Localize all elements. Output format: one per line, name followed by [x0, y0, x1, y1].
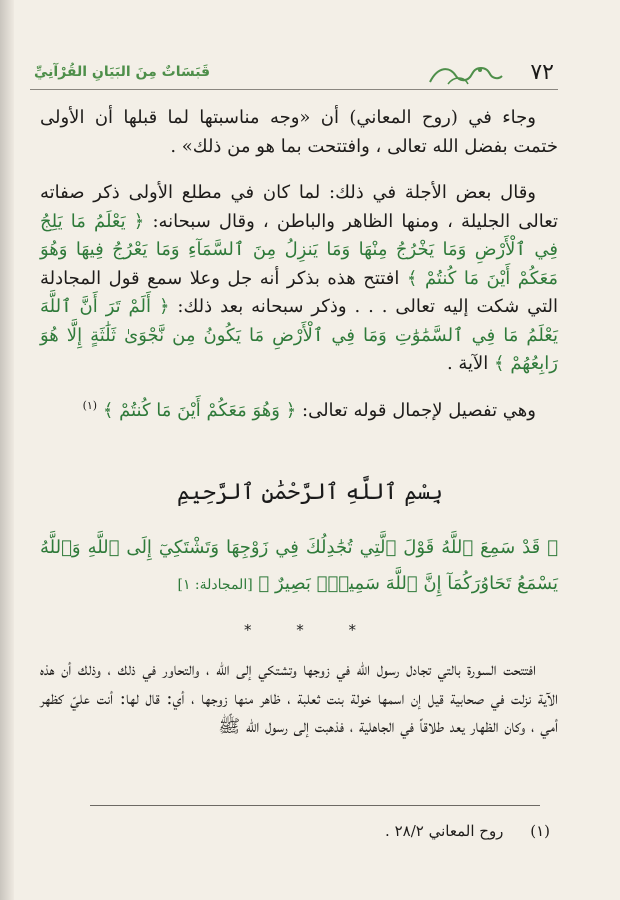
- quran-bracket-close: ﴾: [258, 573, 270, 594]
- paragraph-3-text: وهي تفصيل لإجمال قوله تعالى:: [302, 399, 536, 421]
- ornament-icon: [428, 62, 504, 88]
- page-number: ٧٢: [530, 60, 554, 85]
- closing-paragraph: [40, 656, 558, 742]
- quran-bracket-open: ﴿: [547, 537, 558, 558]
- page-header: [0, 52, 620, 92]
- paragraph-2-text-b: افتتح هذه بذكر أنه جل وعلا سمع قول المجادلة التي شكت إليه تعالى . . . وذكر سبحانه بعد ذلك:: [40, 267, 558, 317]
- footnote-number: (١): [530, 822, 550, 840]
- quran-bracket-open: ﴿: [158, 296, 170, 317]
- basmala: بِسْمِ ٱللَّهِ ٱلرَّحْمَٰنِ ٱلرَّحِيمِ: [177, 480, 443, 505]
- verse-reference: [المجادلة: ١]: [177, 577, 253, 593]
- section-separator: * * *: [243, 621, 377, 639]
- verse-text: قَدْ سَمِعَ ٱللَّهُ قَوْلَ ٱلَّتِي تُجَٰدِلُكَ فِي زَوْجِهَا وَتَشْتَكِيٓ إِلَى ٱللَّهِ وَٱللَّهُ يَسْمَعُ تَحَاوُرَكُمَآ إِنَّ ٱللَّهَ سَمِيعٌۢ بَصِيرٌ: [40, 537, 558, 594]
- quran-bracket-close: ﴾: [494, 353, 505, 374]
- paragraph-1: [40, 104, 558, 161]
- quran-bracket-close: ﴾: [102, 399, 114, 421]
- header-rule: [30, 89, 558, 90]
- paragraph-1-text: وجاء في (روح المعاني) أن «وجه مناسبتها لما قبلها أن الأولى ختمت بفضل الله تعالى ، وافتتحت بما هو من ذلك» .: [40, 107, 558, 157]
- page-edge: [0, 0, 14, 900]
- quran-bracket-open: ﴿: [285, 399, 297, 421]
- quran-bracket-open: ﴿: [133, 210, 145, 232]
- paragraph-3: [40, 397, 558, 426]
- running-title: قَبَسَاتٌ مِنَ البَيَانِ القُرْآنِيِّ: [34, 64, 211, 80]
- footnote-rule: [90, 805, 540, 806]
- verse-block: [40, 530, 558, 603]
- quran-quote-2: أَلَمْ تَرَ أَنَّ ٱللَّهَ يَعْلَمُ مَا فِي ٱلسَّمَٰوَٰتِ وَمَا فِي ٱلْأَرْضِ مَا يَكُونُ مِن نَّجْوَىٰ ثَلَٰثَةٍ إِلَّا هُوَ رَابِعُهُمْ: [40, 296, 558, 374]
- paragraph-2-text-a: وقال بعض الأجلة في ذلك: لما كان في مطلع الأولى ذكر صفاته تعالى الجليلة ، ومنها الظاهر والباطن ، وقال سبحانه:: [40, 182, 558, 232]
- footnote-text: روح المعاني ٢٨/٢ .: [385, 822, 504, 840]
- quran-quote-1: يَعْلَمُ مَا يَلِجُ فِي ٱلْأَرْضِ وَمَا يَخْرُجُ مِنْهَا وَمَا يَنزِلُ مِنَ ٱلسَّمَآءِ وَمَا يَعْرُجُ فِيهَا وَهُوَ مَعَكُمْ أَيْنَ مَا كُنتُمْ: [40, 210, 558, 289]
- paragraph-2-text-c: الآية .: [446, 353, 489, 374]
- main-text: [40, 104, 558, 425]
- quran-quote-3: وَهُوَ مَعَكُمْ أَيْنَ مَا كُنتُمْ: [119, 399, 280, 421]
- footnote: [60, 822, 550, 840]
- footnote-reference[interactable]: (١): [82, 398, 98, 412]
- quran-bracket-close: ﴾: [406, 267, 418, 289]
- paragraph-2: [40, 179, 558, 379]
- closing-text: افتتحت السورة بالتي تجادل رسول الله في زوجها وتشتكي إلى الله ، والتحاور في ذلك ، وذلك أن هذه الآية نزلت في صحابية قيل إن اسمها خولة بنت ثعلبة ، ظاهر منها زوجها ، أي: قال لها: أنت عليّ كظهر أمي ، وكان الظهار يعد طلاقاً في الجاهلية ، فذهبت إلى رسول الله ﷺ: [40, 659, 558, 737]
